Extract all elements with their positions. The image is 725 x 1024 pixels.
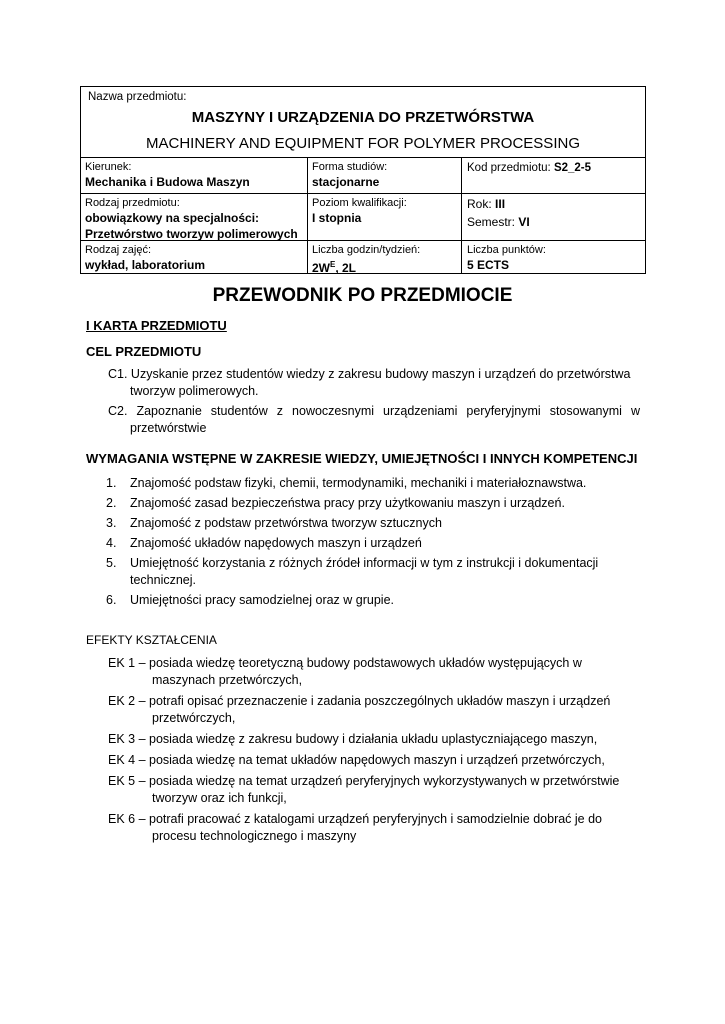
punktow-cell (462, 241, 645, 273)
forma-label: Forma studiów: (312, 161, 388, 173)
rodzaj-value-1: obowiązkowy na specjalności: (85, 211, 260, 225)
list-item: 5. Umiejętność korzystania z różnych źródeł informacji w tym z instrukcji i dokumentacji technicznej. (106, 556, 599, 587)
godzin-cell (308, 241, 462, 273)
rok-semestr-cell (462, 194, 645, 240)
zajec-cell (81, 241, 308, 273)
guide-title: PRZEWODNIK PO PRZEDMIOCIE (212, 285, 513, 306)
kod-value: S2_2-5 (553, 162, 592, 174)
list-item: 3. Znajomość z podstaw przetwórstwa tworzyw sztucznych (106, 516, 442, 530)
rodzaj-label: Rodzaj przedmiotu: (85, 197, 180, 209)
list-item: 6. Umiejętności pracy samodzielnej oraz w grupie. (106, 593, 395, 607)
header-row-1 (81, 158, 645, 194)
list-item: EK 5 – posiada wiedzę na temat urządzeń peryferyjnych wykorzystywanych w przetwórstwie tworzyw oraz ich funkcji, (108, 774, 620, 805)
kierunek-value: Mechanika i Budowa Maszyn (85, 175, 250, 189)
kierunek-label: Kierunek: (85, 161, 132, 173)
godzin-label: Liczba godzin/tydzień: (312, 244, 421, 256)
section-cel-heading: CEL PRZEDMIOTU (86, 344, 202, 359)
cel-item-2-line2: przetwórstwie (130, 421, 207, 435)
rok-label: Rok: (467, 197, 492, 211)
punktow-value: 5 ECTS (467, 258, 510, 272)
subject-title-pl: MASZYNY I URZĄDZENIA DO PRZETWÓRSTWA (191, 109, 535, 126)
list-item: EK 6 – potrafi pracować z katalogami urządzeń peryferyjnych i samodzielnie dobrać je do procesu technologicznego i maszyny (108, 812, 603, 843)
punktow-label: Liczba punktów: (467, 244, 546, 256)
efekty-list (108, 655, 648, 849)
rodzaj-value-2: Przetwórstwo tworzyw polimerowych (85, 227, 298, 241)
zajec-value: wykład, laboratorium (85, 258, 206, 272)
cel-item-1-line2: tworzyw polimerowych. (130, 384, 259, 398)
section-wymagania-heading: WYMAGANIA WSTĘPNE W ZAKRESIE WIEDZY, UMIEJĘTNOŚCI I INNYCH KOMPETENCJI (86, 451, 638, 466)
cel-item-1-line1: C1. Uzyskanie przez studentów wiedzy z zakresu budowy maszyn i urządzeń do przetwórstwa (108, 367, 631, 381)
subject-name-cell (81, 87, 645, 158)
cel-item-2 (108, 403, 640, 437)
godzin-sup: E (330, 260, 336, 269)
semestr-value: VI (518, 215, 530, 229)
rok-value: III (495, 197, 506, 211)
list-item: 1. Znajomość podstaw fizyki, chemii, termodynamiki, mechaniki i materiałoznawstwa. (106, 476, 587, 490)
header-row-2 (81, 194, 645, 241)
section-karta-heading: I KARTA PRZEDMIOTU (86, 318, 227, 333)
kierunek-cell (81, 158, 308, 193)
poziom-label: Poziom kwalifikacji: (312, 197, 407, 209)
zajec-label: Rodzaj zajęć: (85, 244, 152, 256)
semestr-label: Semestr: (467, 215, 516, 229)
poziom-value: I stopnia (312, 211, 362, 225)
list-item: EK 1 – posiada wiedzę teoretyczną budowy podstawowych układów występujących w maszynach przetwórczych, (108, 656, 582, 687)
kod-cell (462, 158, 645, 193)
kod-label: Kod przedmiotu: (467, 162, 551, 174)
header-row-3 (81, 241, 645, 273)
list-item: EK 3 – posiada wiedzę z zakresu budowy i działania układu uplastyczniającego maszyn, (108, 732, 598, 746)
poziom-cell (308, 194, 462, 240)
cel-item-1 (108, 366, 643, 400)
list-item: 4. Znajomość układów napędowych maszyn i urządzeń (106, 536, 422, 550)
godzin-value-b: , 2L (335, 261, 357, 275)
list-item: 2. Znajomość zasad bezpieczeństwa pracy przy użytkowaniu maszyn i urządzeń. (106, 496, 565, 510)
godzin-value-a: 2W (312, 261, 330, 275)
wymagania-list (106, 475, 646, 612)
forma-value: stacjonarne (312, 175, 380, 189)
subject-title-en: MACHINERY AND EQUIPMENT FOR POLYMER PROCESSING (146, 135, 580, 152)
list-item: EK 4 – posiada wiedzę na temat układów napędowych maszyn i urządzeń przetwórczych, (108, 753, 605, 767)
subject-header-table (80, 86, 646, 274)
rodzaj-cell (81, 194, 308, 240)
list-item: EK 2 – potrafi opisać przeznaczenie i zadania poszczególnych układów maszyn i urządzeń przetwórczych, (108, 694, 611, 725)
section-efekty-heading: EFEKTY KSZTAŁCENIA (86, 633, 217, 647)
subject-label: Nazwa przedmiotu: (88, 91, 187, 103)
cel-item-2-line1: C2. Zapoznanie studentów z nowoczesnymi urządzeniami peryferyjnymi stosowanymi w (108, 404, 640, 418)
forma-cell (308, 158, 462, 193)
